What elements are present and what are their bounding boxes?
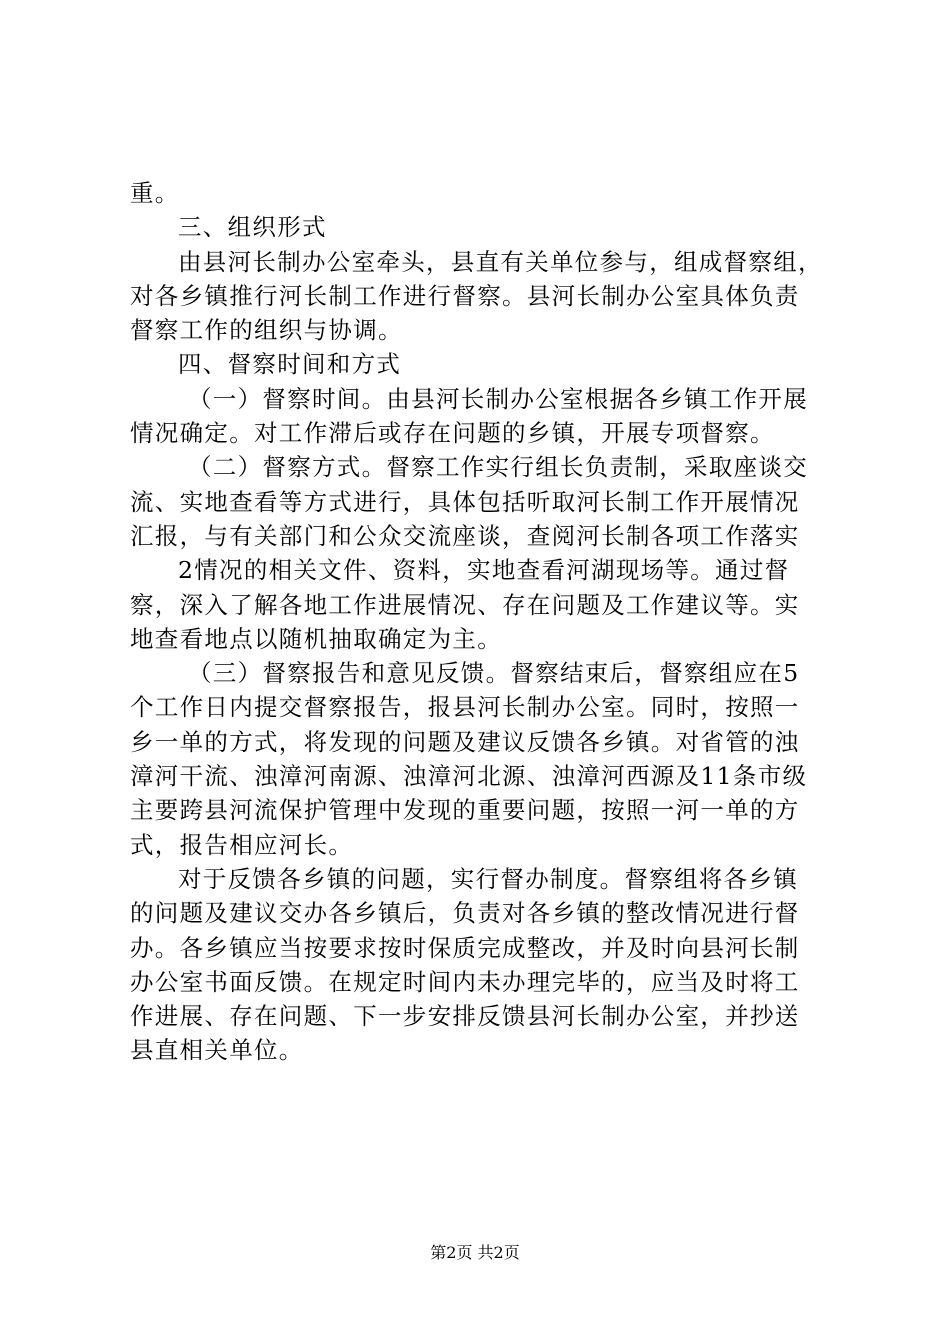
document-body: [130, 176, 830, 1068]
text-line: 督察工作的组织与协调。: [130, 316, 403, 345]
text-line: 作进展、存在问题、下一步安排反馈县河长制办公室，并抄送: [130, 1002, 800, 1031]
text-line: 汇报，与有关部门和公众交流座谈，查阅河长制各项工作落实: [130, 521, 800, 550]
text-line: 2情况的相关文件、资料，实地查看河湖现场等。通过督: [178, 556, 790, 585]
text-line: 的问题及建议交办各乡镇后，负责对各乡镇的整改情况进行督: [130, 899, 800, 928]
text-line: 主要跨县河流保护管理中发现的重要问题，按照一河一单的方: [130, 796, 800, 825]
page-footer: [0, 1243, 950, 1263]
text-line: 流、实地查看等方式进行，具体包括听取河长制工作开展情况: [130, 487, 800, 516]
text-line: 重。: [130, 179, 180, 207]
text-line: 办。各乡镇应当按要求按时保质完成整改，并及时向县河长制: [130, 933, 800, 962]
section-heading-organization: 三、组织形式: [178, 213, 327, 242]
text-line: 对各乡镇推行河长制工作进行督察。县河长制办公室具体负责: [130, 281, 800, 310]
text-line: 察，深入了解各地工作进展情况、存在问题及工作建议等。实: [130, 590, 800, 619]
text-line: 式，报告相应河长。: [130, 830, 354, 859]
text-line: 办公室书面反馈。在规定时间内未办理完毕的，应当及时将工: [130, 967, 800, 996]
text-line: 县直相关单位。: [130, 1036, 304, 1065]
section-heading-time-method: 四、督察时间和方式: [178, 350, 402, 379]
page-number-label: 第2页 共2页: [430, 1243, 520, 1262]
text-line: （三）督察报告和意见反馈。督察结束后，督察组应在5: [188, 659, 800, 688]
text-line: 情况确定。对工作滞后或存在问题的乡镇，开展专项督察。: [130, 419, 775, 448]
text-line: 乡一单的方式，将发现的问题及建议反馈各乡镇。对省管的浊: [130, 727, 800, 756]
text-line: 个工作日内提交督察报告，报县河长制办公室。同时，按照一: [130, 693, 800, 722]
text-line: 由县河长制办公室牵头，县直有关单位参与，组成督察组，: [178, 247, 823, 276]
text-line: 漳河干流、浊漳河南源、浊漳河北源、浊漳河西源及11条市级: [130, 762, 808, 791]
text-line: 对于反馈各乡镇的问题，实行督办制度。督察组将各乡镇: [178, 864, 798, 893]
text-line: （二）督察方式。督察工作实行组长负责制，采取座谈交: [188, 453, 808, 482]
text-line: 地查看地点以随机抽取确定为主。: [130, 624, 502, 653]
text-line: （一）督察时间。由县河长制办公室根据各乡镇工作开展: [188, 384, 808, 413]
